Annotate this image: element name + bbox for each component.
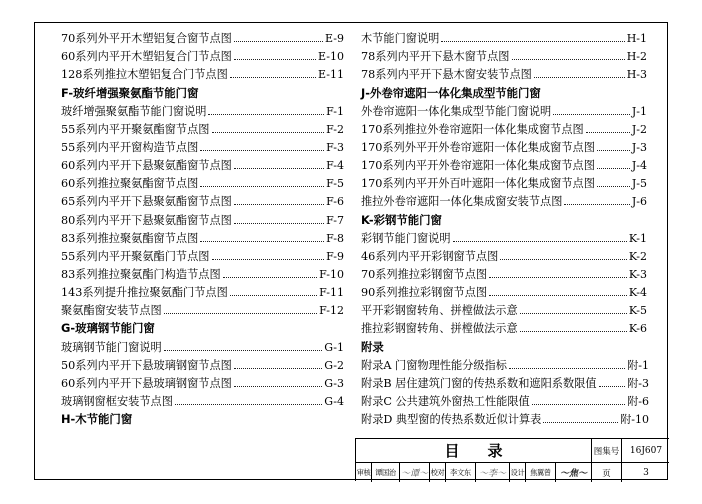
entry-title: 外卷帘遮阳一体化集成型节能门窗说明 <box>361 104 552 118</box>
entry-page-number: E-10 <box>318 50 344 64</box>
dot-leader <box>597 168 630 169</box>
toc-entry <box>361 299 647 317</box>
entry-page-number: 附-3 <box>627 376 649 390</box>
toc-entry <box>361 245 647 263</box>
toc-entry <box>61 136 344 154</box>
entry-page-number: K-2 <box>628 249 647 263</box>
check-label: 校对 <box>430 463 446 482</box>
toc-entry <box>361 317 647 335</box>
dot-leader <box>234 204 324 205</box>
dot-leader <box>212 259 325 260</box>
entry-page-number: G-1 <box>324 340 344 354</box>
dot-leader <box>208 114 324 115</box>
toc-entry <box>361 263 647 281</box>
entry-page-number: K-1 <box>628 231 647 245</box>
toc-entry <box>61 335 344 353</box>
entry-title: 附录D 典型窗的传热系数近似计算表 <box>361 413 542 427</box>
dot-leader <box>175 404 322 405</box>
dot-leader <box>234 223 324 224</box>
entry-title: 70系列推拉彩钢窗节点图 <box>361 267 488 281</box>
dot-leader <box>500 259 627 260</box>
section-title: K-彩钢节能门窗 <box>361 212 442 227</box>
dot-leader <box>532 404 626 405</box>
entry-page-number: G-4 <box>324 394 344 408</box>
entry-title: 80系列内平开下悬聚氨酯窗节点图 <box>61 213 232 227</box>
section-title: G-玻璃钢节能门窗 <box>61 321 155 336</box>
dot-leader <box>597 186 630 187</box>
toc-entry <box>61 45 344 63</box>
entry-title: 46系列内平开彩钢窗节点图 <box>361 249 499 263</box>
entry-page-number: E-11 <box>318 68 344 82</box>
dot-leader <box>597 150 630 151</box>
dot-leader <box>230 295 317 296</box>
entry-page-number: F-5 <box>326 177 344 191</box>
toc-entry <box>361 172 647 190</box>
dot-leader <box>489 295 627 296</box>
entry-title: 推拉彩钢窗转角、拼樘做法示意 <box>361 322 518 336</box>
toc-entry <box>361 354 647 372</box>
atlas-number-label: 图集号 <box>592 439 622 462</box>
checker-signature: 〜李〜 <box>476 463 510 482</box>
toc-entry <box>61 154 344 172</box>
toc-entry <box>361 154 647 172</box>
entry-page-number: F-11 <box>319 286 344 300</box>
entry-page-number: H-3 <box>626 68 647 82</box>
entry-title: 55系列内平开窗构造节点图 <box>61 140 199 154</box>
dot-leader <box>200 241 324 242</box>
entry-page-number: F-9 <box>326 249 344 263</box>
entry-page-number: J-4 <box>631 159 647 173</box>
dot-leader <box>164 350 323 351</box>
entry-page-number: 附-10 <box>620 413 649 427</box>
entry-title: 128系列推拉木塑铝复合门节点图 <box>61 68 228 82</box>
toc-entry <box>361 118 647 136</box>
designer-signature: 〜焦〜 <box>556 463 592 482</box>
entry-page-number: F-12 <box>319 304 344 318</box>
dot-leader <box>441 41 624 42</box>
entry-title: 60系列内平开下悬玻璃钢窗节点图 <box>61 376 232 390</box>
dot-leader <box>564 204 629 205</box>
entry-page-number: G-2 <box>324 358 344 372</box>
title-block-top-row <box>356 439 669 463</box>
toc-entry <box>61 172 344 190</box>
entry-title: 聚氨酯窗安装节点图 <box>61 304 162 318</box>
toc-entry <box>361 190 647 208</box>
entry-title: 83系列推拉聚氨酯门构造节点图 <box>61 267 221 281</box>
entry-page-number: J-1 <box>631 104 647 118</box>
entry-title: 55系列内平开聚氨酯门节点图 <box>61 249 210 263</box>
entry-page-number: F-1 <box>326 104 344 118</box>
toc-entry <box>61 208 344 226</box>
entry-title: 附录A 门窗物理性能分级指标 <box>361 358 507 372</box>
toc-entry <box>61 190 344 208</box>
entry-title: 78系列内平开下悬木窗节点图 <box>361 50 510 64</box>
toc-section-heading <box>361 81 647 99</box>
entry-page-number: J-5 <box>631 177 647 191</box>
dot-leader <box>520 331 627 332</box>
toc-entry <box>61 299 344 317</box>
dot-leader <box>234 41 323 42</box>
entry-page-number: H-2 <box>626 50 647 64</box>
entry-page-number: J-2 <box>631 122 647 136</box>
section-title: J-外卷帘遮阳一体化集成型节能门窗 <box>361 85 541 100</box>
dot-leader <box>234 386 322 387</box>
entry-title: 170系列外平开外卷帘遮阳一体化集成窗节点图 <box>361 140 595 154</box>
entry-title: 78系列内平开下悬木窗安装节点图 <box>361 68 532 82</box>
toc-entry <box>61 27 344 45</box>
entry-title: 170系列内平开外百叶遮阳一体化集成窗节点图 <box>361 177 595 191</box>
entry-title: 90系列推拉彩钢窗节点图 <box>361 286 488 300</box>
toc-entry <box>61 390 344 408</box>
entry-page-number: 附-6 <box>627 394 649 408</box>
dot-leader <box>520 313 627 314</box>
entry-page-number: K-5 <box>628 304 647 318</box>
dot-leader <box>534 77 625 78</box>
dot-leader <box>223 277 317 278</box>
entry-page-number: G-3 <box>324 376 344 390</box>
toc-entry <box>61 63 344 81</box>
toc-entry <box>61 281 344 299</box>
entry-title: 65系列内平开下悬聚氨酯窗节点图 <box>61 195 232 209</box>
entry-title: 170系列推拉外卷帘遮阳一体化集成窗节点图 <box>361 122 584 136</box>
atlas-number: 16J607 <box>629 445 663 456</box>
entry-page-number: K-4 <box>628 286 647 300</box>
entry-title: 玻璃钢窗框安装节点图 <box>61 394 173 408</box>
reviewer-signature: 〜谭〜 <box>400 463 430 482</box>
entry-title: 143系列提升推拉聚氨酯门节点图 <box>61 286 228 300</box>
entry-page-number: F-4 <box>326 159 344 173</box>
entry-title: 平开彩钢窗转角、拼樘做法示意 <box>361 304 518 318</box>
checker-name: 李文东 <box>446 463 476 482</box>
dot-leader <box>599 386 626 387</box>
section-title: H-木节能门窗 <box>61 412 133 427</box>
dot-leader <box>234 368 322 369</box>
dot-leader <box>543 422 618 423</box>
toc-entry <box>361 27 647 45</box>
toc-section-heading <box>61 317 344 335</box>
entry-title: 70系列外平开木塑铝复合窗节点图 <box>61 32 232 46</box>
entry-title: 60系列内平开下悬聚氨酯窗节点图 <box>61 159 232 173</box>
toc-entry <box>61 354 344 372</box>
entry-page-number: 附-1 <box>627 358 649 372</box>
toc-entry <box>61 245 344 263</box>
toc-entry <box>361 372 647 390</box>
section-title: 附录 <box>361 339 384 354</box>
toc-entry <box>361 45 647 63</box>
dot-leader <box>512 59 625 60</box>
entry-page-number: F-3 <box>326 140 344 154</box>
dot-leader <box>509 368 625 369</box>
dot-leader <box>234 168 324 169</box>
toc-section-heading <box>361 208 647 226</box>
dot-leader <box>586 132 630 133</box>
toc-entry <box>61 227 344 245</box>
toc-entry <box>361 281 647 299</box>
dot-leader <box>453 241 627 242</box>
entry-page-number: J-6 <box>631 195 647 209</box>
entry-page-number: H-1 <box>626 32 647 46</box>
dot-leader <box>164 313 317 314</box>
title-block-bottom-row <box>356 463 669 482</box>
entry-page-number: E-9 <box>325 32 344 46</box>
entry-page-number: F-10 <box>319 267 344 281</box>
entry-page-number: F-8 <box>326 231 344 245</box>
entry-title: 木节能门窗说明 <box>361 32 440 46</box>
review-label: 审核 <box>356 463 372 482</box>
entry-page-number: K-6 <box>628 322 647 336</box>
toc-entry <box>61 118 344 136</box>
toc-entry <box>361 136 647 154</box>
entry-title: 83系列推拉聚氨酯窗节点图 <box>61 231 199 245</box>
toc-section-heading <box>61 81 344 99</box>
entry-title: 彩钢节能门窗说明 <box>361 231 451 245</box>
dot-leader <box>230 77 316 78</box>
entry-title: 55系列内平开聚氨酯窗节点图 <box>61 122 210 136</box>
entry-title: 玻纤增强聚氨酯节能门窗说明 <box>61 104 207 118</box>
entry-page-number: J-3 <box>631 140 647 154</box>
toc-entry <box>61 263 344 281</box>
toc-entry <box>361 100 647 118</box>
toc-entry <box>361 408 647 426</box>
entry-page-number: F-2 <box>326 122 344 136</box>
title-block <box>355 438 669 481</box>
page-title: 目录 <box>356 439 592 462</box>
design-label: 设计 <box>510 463 526 482</box>
entry-page-number: F-7 <box>326 213 344 227</box>
page-number: 3 <box>643 467 649 478</box>
entry-title: 推拉外卷帘遮阳一体化集成窗安装节点图 <box>361 195 563 209</box>
toc-entry <box>61 100 344 118</box>
dot-leader <box>234 59 316 60</box>
toc-entry <box>361 390 647 408</box>
toc-entry <box>361 227 647 245</box>
dot-leader <box>200 150 324 151</box>
dot-leader <box>200 186 324 187</box>
toc-left-column <box>61 27 344 426</box>
toc-section-heading <box>361 335 647 353</box>
page-label: 页 <box>592 463 622 482</box>
toc-entry <box>361 63 647 81</box>
dot-leader <box>212 132 325 133</box>
section-title: F-玻纤增强聚氨酯节能门窗 <box>61 85 199 100</box>
entry-page-number: F-6 <box>326 195 344 209</box>
entry-title: 50系列内平开下悬玻璃钢窗节点图 <box>61 358 232 372</box>
dot-leader <box>553 114 630 115</box>
reviewer-name: 谭国治 <box>372 463 400 482</box>
toc-section-heading <box>61 408 344 426</box>
entry-title: 附录B 居住建筑门窗的传热系数和遮阳系数限值 <box>361 376 597 390</box>
drawing-frame <box>34 22 668 480</box>
entry-title: 玻璃钢节能门窗说明 <box>61 340 162 354</box>
entry-page-number: K-3 <box>628 267 647 281</box>
toc-right-column <box>361 27 647 426</box>
designer-name: 焦翼曾 <box>526 463 556 482</box>
entry-title: 60系列推拉聚氨酯窗节点图 <box>61 177 199 191</box>
entry-title: 170系列内平开外卷帘遮阳一体化集成窗节点图 <box>361 159 595 173</box>
entry-title: 60系列内平开木塑铝复合门节点图 <box>61 50 232 64</box>
dot-leader <box>489 277 627 278</box>
toc-entry <box>61 372 344 390</box>
entry-title: 附录C 公共建筑外窗热工性能限值 <box>361 394 530 408</box>
